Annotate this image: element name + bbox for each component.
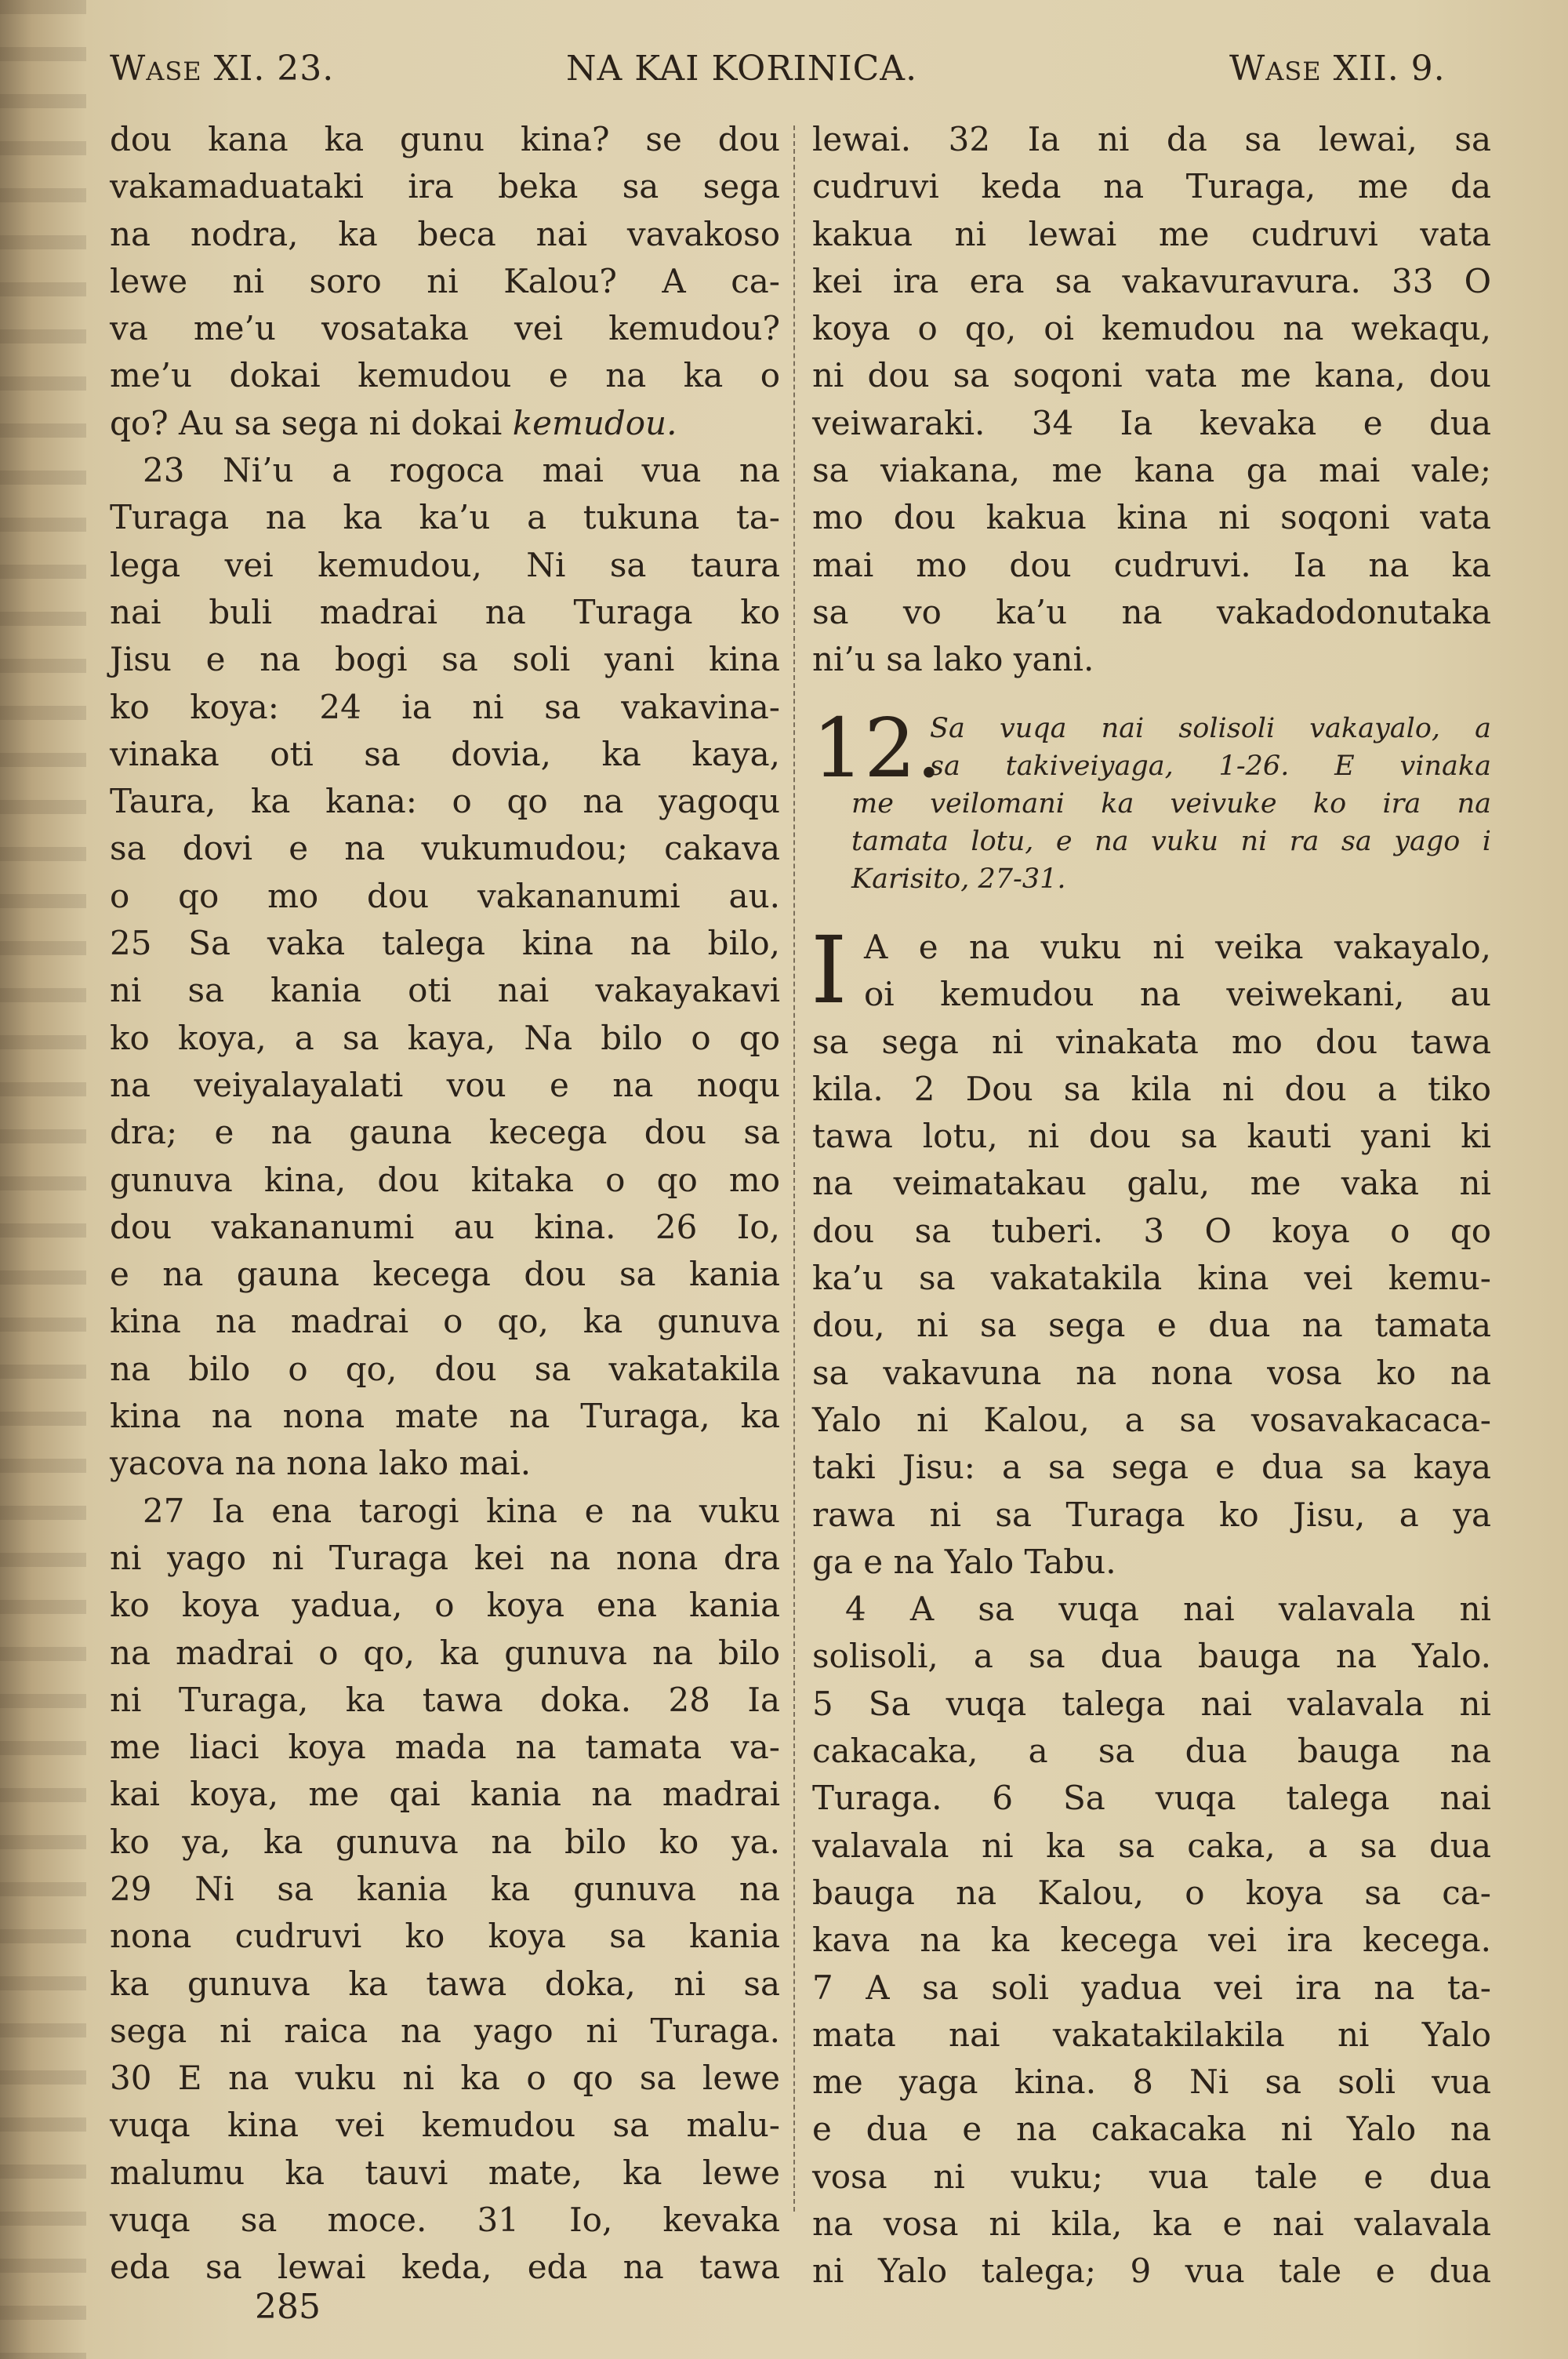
text-line: 23 Ni’u a rogoca mai vua na xyxy=(143,451,780,490)
text-line: mai mo dou cudruvi. Ia na ka xyxy=(812,545,1491,584)
text-line: ni Yalo talega; 9 vua tale e dua xyxy=(812,2252,1491,2291)
text-line: malumu ka tauvi mate, ka lewe xyxy=(110,2153,780,2192)
running-head-right-initial: W xyxy=(1229,49,1266,89)
text-line: rawa ni sa Turaga ko Jisu, a ya xyxy=(812,1495,1491,1534)
text-line: vinaka oti sa dovia, ka kaya, xyxy=(110,734,780,773)
text-line: ko koya, a sa kaya, Na bilo o qo xyxy=(110,1018,780,1057)
text-line: me’u dokai kemudou e na ka o xyxy=(110,356,780,395)
text-line: 30 E na vuku ni ka o qo sa lewe xyxy=(110,2059,780,2098)
text-line: lewe ni soro ni Kalou? A ca- xyxy=(110,261,780,300)
summary-line: sa takiveiyaga, 1-26. E vinaka xyxy=(930,751,1491,782)
text-line: lega vei kemudou, Ni sa taura xyxy=(110,545,780,584)
running-head-left-smallcaps: ASE xyxy=(146,56,202,86)
text-line: solisoli, a sa dua bauga na Yalo. xyxy=(812,1637,1491,1676)
text-line: va me’u vosataka vei kemudou? xyxy=(110,309,780,348)
text-line: ka gunuva ka tawa doka, ni sa xyxy=(110,1964,780,2003)
text-line: 4 A sa vuqa nai valavala ni xyxy=(845,1590,1491,1629)
text-line: ni’u sa lako yani. xyxy=(812,640,1094,679)
page-number: 285 xyxy=(255,2287,321,2327)
text-line: bauga na Kalou, o koya sa ca- xyxy=(812,1873,1491,1912)
text-line: kei ira era sa vakavuravura. 33 O xyxy=(812,261,1491,300)
text-line: sa vakavuna na nona vosa ko na xyxy=(812,1353,1491,1392)
text-line: gunuva kina, dou kitaka o qo mo xyxy=(110,1160,780,1199)
text-line: A e na vuku ni veika vakayalo, xyxy=(864,928,1491,966)
text-line: na bilo o qo, dou sa vakatakila xyxy=(110,1349,780,1388)
text-line: na vosa ni kila, ka e nai valavala xyxy=(812,2205,1491,2244)
text-line: ko koya yadua, o koya ena kania xyxy=(110,1586,780,1625)
text-line: na madrai o qo, ka gunuva na bilo xyxy=(110,1633,780,1672)
summary-line: tamata lotu, e na vuku ni ra sa yago i xyxy=(851,826,1491,857)
text-line: Yalo ni Kalou, a sa vosavakacaca- xyxy=(812,1400,1491,1439)
text-line: dou kana ka gunu kina? se dou xyxy=(110,120,780,158)
running-head-title: NA KAI KORINICA. xyxy=(566,49,918,89)
text-line: me yaga kina. 8 Ni sa soli vua xyxy=(812,2063,1491,2102)
facing-page-bleed xyxy=(0,0,86,2359)
text-line: ni Turaga, ka tawa doka. 28 Ia xyxy=(110,1680,780,1719)
text-line: yacova na nona lako mai. xyxy=(110,1444,532,1483)
text-line: sa sega ni vinakata mo dou tawa xyxy=(812,1022,1491,1061)
text-line: 7 A sa soli yadua vei ira na ta- xyxy=(812,1968,1491,2007)
text-line: taki Jisu: a sa sega e dua sa kaya xyxy=(812,1448,1491,1487)
drop-cap: I xyxy=(811,916,848,1024)
text-line: vuqa sa moce. 31 Io, kevaka xyxy=(110,2201,780,2240)
text-line: dra; e na gauna kecega dou sa xyxy=(110,1113,780,1152)
text-line: cakacaka, a sa dua bauga na xyxy=(812,1732,1491,1771)
text-line: Turaga na ka ka’u a tukuna ta- xyxy=(110,498,780,537)
right-column-body xyxy=(811,916,1491,2295)
text-line: 25 Sa vaka talega kina na bilo, xyxy=(110,924,780,963)
text-line: lewai. 32 Ia ni da sa lewai, sa xyxy=(812,120,1491,158)
text-line: mo dou kakua kina ni soqoni vata xyxy=(812,498,1491,537)
text-line: ka’u sa vakatakila kina vei kemu- xyxy=(812,1259,1491,1298)
text-line: na nodra, ka beca nai vavakoso xyxy=(110,214,780,253)
running-head-right-ref: XII. 9. xyxy=(1333,49,1446,89)
text-line: sa vo ka’u na vakadodonutaka xyxy=(812,592,1491,631)
text-line: me liaci koya mada na tamata va- xyxy=(110,1728,780,1767)
text-line: Jisu e na bogi sa soli yani kina xyxy=(110,640,780,679)
text-line: kakua ni lewai me cudruvi vata xyxy=(812,214,1491,253)
text-line: vakamaduataki ira beka sa sega xyxy=(110,167,780,206)
text-line: Taura, ka kana: o qo na yagoqu xyxy=(110,782,780,821)
running-head-left-initial: W xyxy=(110,49,147,89)
text-line: 29 Ni sa kania ka gunuva na xyxy=(110,1869,780,1908)
text-line: na veiyalayalati vou e na noqu xyxy=(110,1065,780,1104)
italic-word: kemudou. xyxy=(512,403,677,442)
text-line: kava na ka kecega vei ira kecega. xyxy=(812,1921,1491,1960)
right-column-top xyxy=(812,116,1491,684)
text-line: veiwaraki. 34 Ia kevaka e dua xyxy=(812,403,1491,442)
text-line: Turaga. 6 Sa vuqa talega nai xyxy=(812,1779,1491,1818)
text-line: ga e na Yalo Tabu. xyxy=(812,1542,1116,1581)
chapter-number: 12. xyxy=(812,700,942,796)
column-divider xyxy=(793,125,795,2212)
text-line: ni sa kania oti nai vakayakavi xyxy=(110,971,780,1010)
left-column xyxy=(110,116,780,2292)
text-line: e na gauna kecega dou sa kania xyxy=(110,1255,780,1294)
text-line: ko koya: 24 ia ni sa vakavina- xyxy=(110,687,780,726)
text-line: dou, ni sa sega e dua na tamata xyxy=(812,1306,1491,1345)
text-line: cudruvi keda na Turaga, me da xyxy=(812,167,1491,206)
text-line xyxy=(110,400,780,447)
running-head-left xyxy=(110,49,334,89)
text-line: ni yago ni Turaga kei na nona dra xyxy=(110,1538,780,1577)
text-line: mata nai vakatakilakila ni Yalo xyxy=(812,2015,1491,2054)
text-line: tawa lotu, ni dou sa kauti yani ki xyxy=(812,1117,1491,1156)
text-line: kai koya, me qai kania na madrai xyxy=(110,1775,780,1814)
text-line: nona cudruvi ko koya sa kania xyxy=(110,1917,780,1956)
text-line: nai buli madrai na Turaga ko xyxy=(110,592,780,631)
running-head-right-smallcaps: ASE xyxy=(1265,56,1322,86)
summary-line: me veilomani ka veivuke ko ira na xyxy=(851,788,1491,820)
text-line: eda sa lewai keda, eda na tawa xyxy=(110,2248,780,2287)
line-text: qo? Au sa sega ni dokai xyxy=(110,403,513,442)
text-line: koya o qo, oi kemudou na wekaqu, xyxy=(812,309,1491,348)
text-line: na veimatakau galu, me vaka ni xyxy=(812,1164,1491,1203)
text-line: 5 Sa vuqa talega nai valavala ni xyxy=(812,1684,1491,1723)
text-line: sega ni raica na yago ni Turaga. xyxy=(110,2011,780,2050)
text-line: vuqa kina vei kemudou sa malu- xyxy=(110,2106,780,2145)
text-line: dou vakananumi au kina. 26 Io, xyxy=(110,1207,780,1246)
summary-line: Sa vuqa nai solisoli vakayalo, a xyxy=(930,713,1491,744)
text-line: kina na madrai o qo, ka gunuva xyxy=(110,1302,780,1341)
chapter-summary xyxy=(812,710,1491,898)
text-line: valavala ni ka sa caka, a sa dua xyxy=(812,1826,1491,1865)
text-line: dou sa tuberi. 3 O koya o qo xyxy=(812,1211,1491,1250)
text-line: vosa ni vuku; vua tale e dua xyxy=(812,2157,1491,2196)
text-line: ko ya, ka gunuva na bilo ko ya. xyxy=(110,1822,780,1861)
text-line: 27 Ia ena tarogi kina e na vuku xyxy=(143,1491,780,1530)
text-line: sa dovi e na vukumudou; cakava xyxy=(110,829,780,868)
text-line: sa viakana, me kana ga mai vale; xyxy=(812,451,1491,490)
chapter-heading xyxy=(812,700,1491,921)
running-head-left-ref: XI. 23. xyxy=(213,49,335,89)
text-line: kina na nona mate na Turaga, ka xyxy=(110,1397,780,1436)
text-line: e dua e na cakacaka ni Yalo na xyxy=(812,2110,1491,2149)
summary-line: Karisito, 27-31. xyxy=(851,863,1066,895)
text-line: kila. 2 Dou sa kila ni dou a tiko xyxy=(812,1069,1491,1108)
text-line: o qo mo dou vakananumi au. xyxy=(110,876,780,915)
text-line: ni dou sa soqoni vata me kana, dou xyxy=(812,356,1491,395)
text-line: oi kemudou na veiwekani, au xyxy=(864,975,1491,1014)
running-head-right xyxy=(1229,49,1446,89)
